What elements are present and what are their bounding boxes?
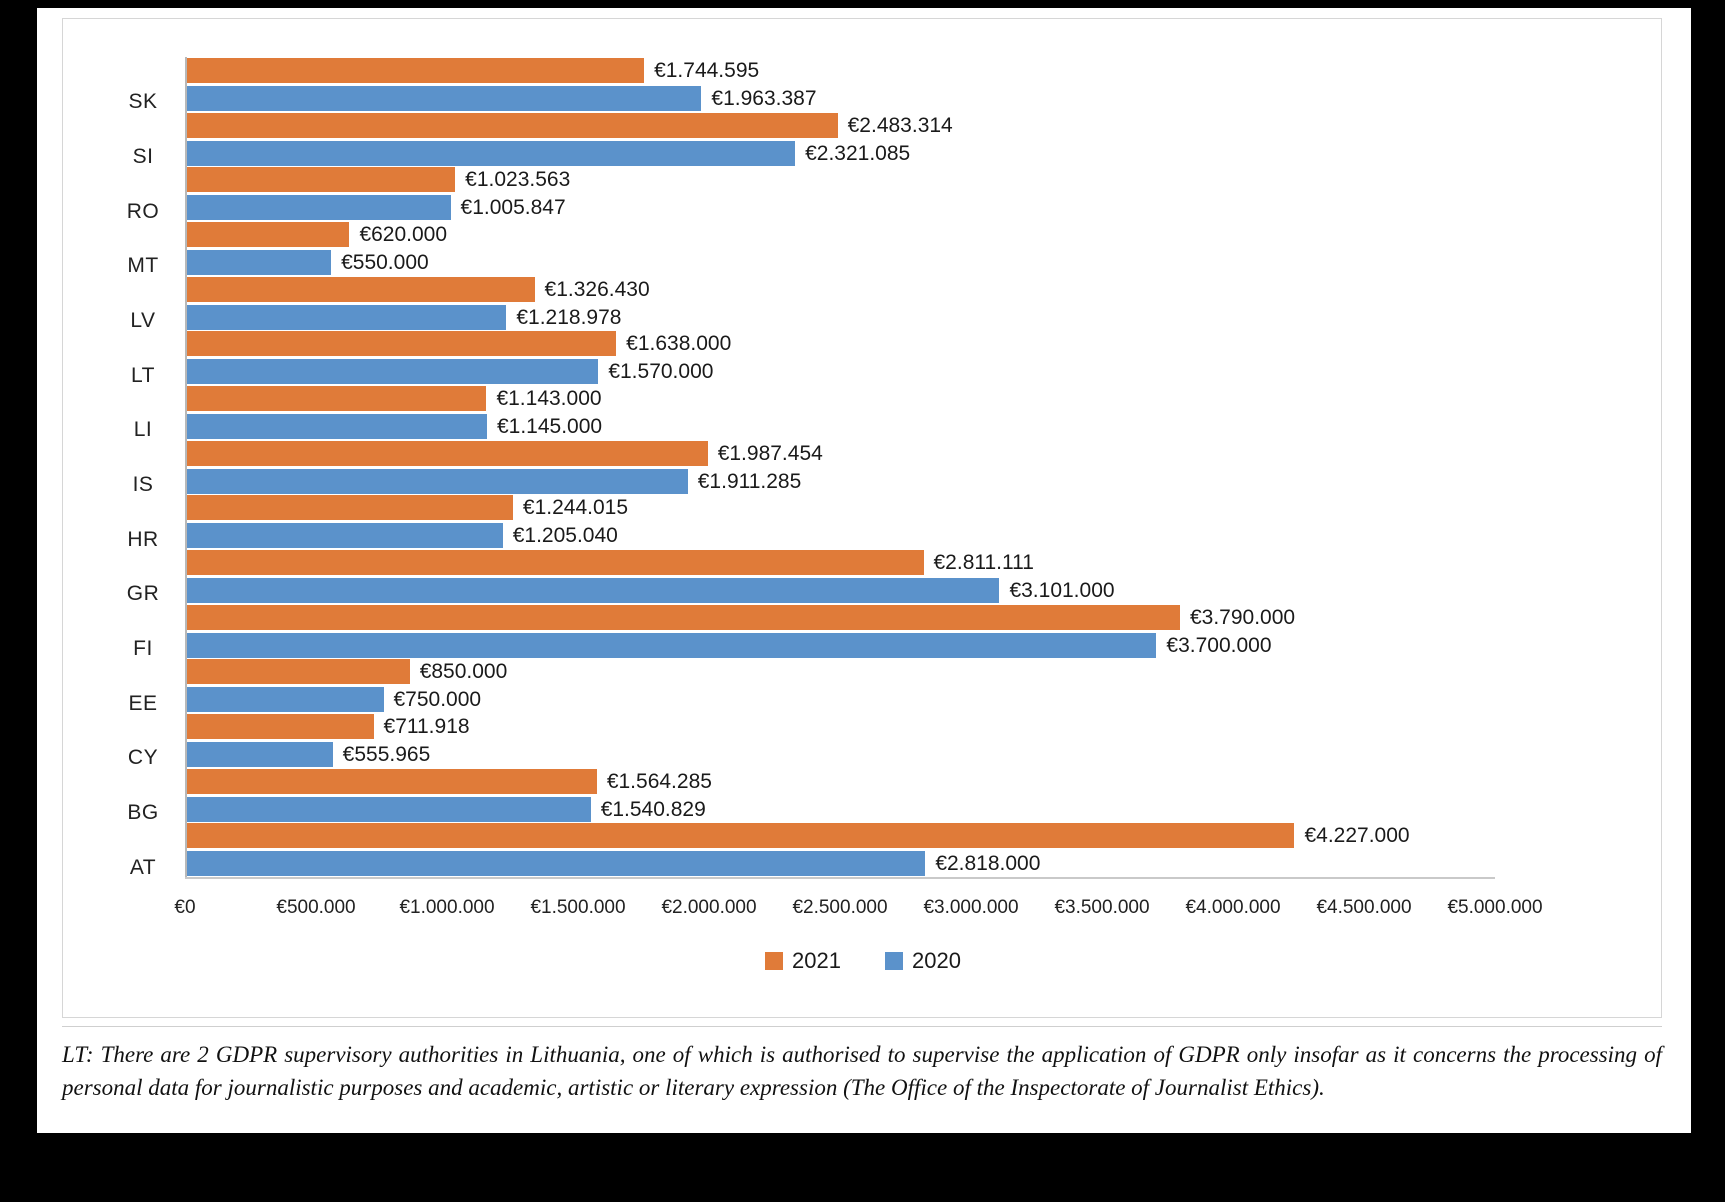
x-tick-label: €4.000.000 (1185, 897, 1281, 918)
x-tick-label: €3.500.000 (1054, 897, 1150, 918)
bar-value-label-ee-2020: €750.000 (393, 688, 482, 712)
bar-value-label-si-2021: €2.483.314 (847, 113, 953, 137)
bar-si-2021 (187, 113, 838, 138)
bar-cy-2021 (187, 714, 374, 739)
bar-value-label-hr-2020: €1.205.040 (512, 524, 618, 548)
bar-at-2021 (187, 823, 1294, 848)
bar-value-label-cy-2021: €711.918 (383, 714, 470, 738)
bar-bg-2021 (187, 769, 597, 794)
chart-legend (63, 947, 1663, 974)
bar-is-2021 (187, 441, 708, 466)
bar-ee-2021 (187, 659, 410, 684)
category-label-ro: RO (126, 199, 160, 223)
bar-value-label-is-2021: €1.987.454 (717, 441, 823, 465)
bar-at-2020 (187, 851, 925, 876)
bar-value-label-ee-2021: €850.000 (419, 660, 508, 684)
bar-ro-2021 (187, 167, 455, 192)
x-tick-label: €1.000.000 (399, 897, 495, 918)
bar-value-label-lv-2021: €1.326.430 (544, 277, 650, 301)
category-axis-line (185, 877, 1495, 879)
category-label-lt: LT (131, 363, 155, 387)
category-label-bg: BG (127, 801, 159, 824)
bar-value-label-lt-2021: €1.638.000 (626, 332, 732, 356)
bar-lt-2020 (187, 359, 598, 384)
bar-value-label-li-2020: €1.145.000 (496, 414, 603, 438)
footnote-text: There are 2 GDPR supervisory authorities in Lithuania, one of which is authorised to supervise the application of GDPR only insofar as it concerns the processing of personal data for journalistic purposes and academic, artistic or literary expression (The Office of the Inspectorate of Journalist Ethics). (62, 1042, 1662, 1100)
category-axis-labels (103, 57, 183, 877)
bar-value-label-fi-2020: €3.700.000 (1166, 633, 1272, 657)
bar-mt-2020 (187, 250, 331, 275)
bar-value-label-gr-2021: €2.811.111 (933, 550, 1034, 574)
bar-hr-2021 (187, 495, 513, 520)
bar-value-label-sk-2020: €1.963.387 (711, 86, 817, 110)
bar-li-2020 (187, 414, 487, 439)
x-tick-label: €2.500.000 (792, 897, 888, 918)
bar-sk-2021 (187, 58, 644, 83)
plot-area (63, 37, 1663, 917)
bar-value-label-lv-2020: €1.218.978 (516, 305, 622, 329)
bar-fi-2020 (187, 633, 1156, 658)
category-label-si: SI (132, 145, 154, 168)
category-label-hr: HR (127, 527, 159, 551)
bar-mt-2021 (187, 222, 349, 247)
x-tick-label: €500.000 (276, 897, 356, 918)
bar-value-label-lt-2020: €1.570.000 (608, 360, 714, 384)
bar-value-label-hr-2021: €1.244.015 (522, 496, 629, 520)
bar-bg-2020 (187, 797, 591, 822)
bar-value-label-mt-2020: €550.000 (341, 250, 429, 274)
legend-item-2021[interactable] (765, 948, 841, 974)
legend-swatch-2021 (765, 952, 783, 970)
x-tick-label: €1.500.000 (530, 897, 626, 918)
bar-value-label-li-2021: €1.143.000 (496, 386, 602, 410)
bar-ro-2020 (187, 195, 451, 220)
bar-ee-2020 (187, 687, 384, 712)
bar-gr-2020 (187, 578, 999, 603)
bar-hr-2020 (187, 523, 503, 548)
bar-value-label-ro-2020: €1.005.847 (460, 196, 566, 220)
chart-footnote (62, 1026, 1662, 1104)
legend-label-2021: 2021 (792, 948, 841, 974)
bar-lt-2021 (187, 331, 616, 356)
category-label-is: IS (132, 473, 154, 496)
legend-label-2020: 2020 (912, 948, 961, 974)
bar-value-label-gr-2020: €3.101.000 (1009, 578, 1115, 602)
bar-value-label-ro-2021: €1.023.563 (465, 168, 571, 192)
category-label-sk: SK (128, 90, 158, 114)
bar-value-label-bg-2021: €1.564.285 (606, 769, 712, 793)
bar-fi-2021 (187, 605, 1180, 630)
legend-swatch-2020 (885, 952, 903, 970)
bar-value-label-fi-2021: €3.790.000 (1189, 605, 1296, 629)
bar-si-2020 (187, 141, 795, 166)
bar-value-label-is-2020: €1.911.285 (697, 469, 802, 493)
bar-value-label-sk-2021: €1.744.595 (654, 58, 760, 82)
category-label-cy: CY (127, 746, 159, 770)
legend-item-2020[interactable] (885, 948, 961, 974)
x-tick-label: €3.000.000 (923, 897, 1019, 918)
bar-lv-2020 (187, 305, 506, 330)
bar-value-label-at-2020: €2.818.000 (935, 852, 1041, 876)
bar-li-2021 (187, 386, 486, 411)
x-tick-label: €5.000.000 (1447, 897, 1543, 918)
category-label-fi: FI (133, 637, 153, 660)
bar-value-label-cy-2020: €555.965 (342, 742, 431, 766)
x-tick-label: €4.500.000 (1316, 897, 1412, 918)
bar-value-label-at-2021: €4.227.000 (1304, 824, 1410, 848)
category-label-at: AT (129, 855, 157, 879)
category-label-mt: MT (127, 254, 159, 278)
bars-region (185, 57, 1495, 877)
x-tick-label: €2.000.000 (661, 897, 757, 918)
bar-value-label-mt-2021: €620.000 (359, 222, 448, 246)
bar-cy-2020 (187, 742, 333, 767)
category-label-gr: GR (126, 582, 160, 606)
category-label-lv: LV (130, 309, 156, 332)
value-axis-ticks (174, 897, 1543, 937)
bar-value-label-si-2020: €2.321.085 (805, 141, 911, 165)
bar-is-2020 (187, 469, 688, 494)
category-label-ee: EE (128, 691, 158, 715)
chart-container (62, 18, 1662, 1018)
bar-sk-2020 (187, 86, 701, 111)
bar-value-label-bg-2020: €1.540.829 (600, 797, 706, 821)
bar-gr-2021 (187, 550, 924, 575)
x-tick-label: €0 (174, 897, 196, 918)
category-label-li: LI (133, 418, 153, 442)
footnote-prefix: LT: (62, 1042, 94, 1067)
bar-lv-2021 (187, 277, 535, 302)
document-page (37, 8, 1691, 1133)
